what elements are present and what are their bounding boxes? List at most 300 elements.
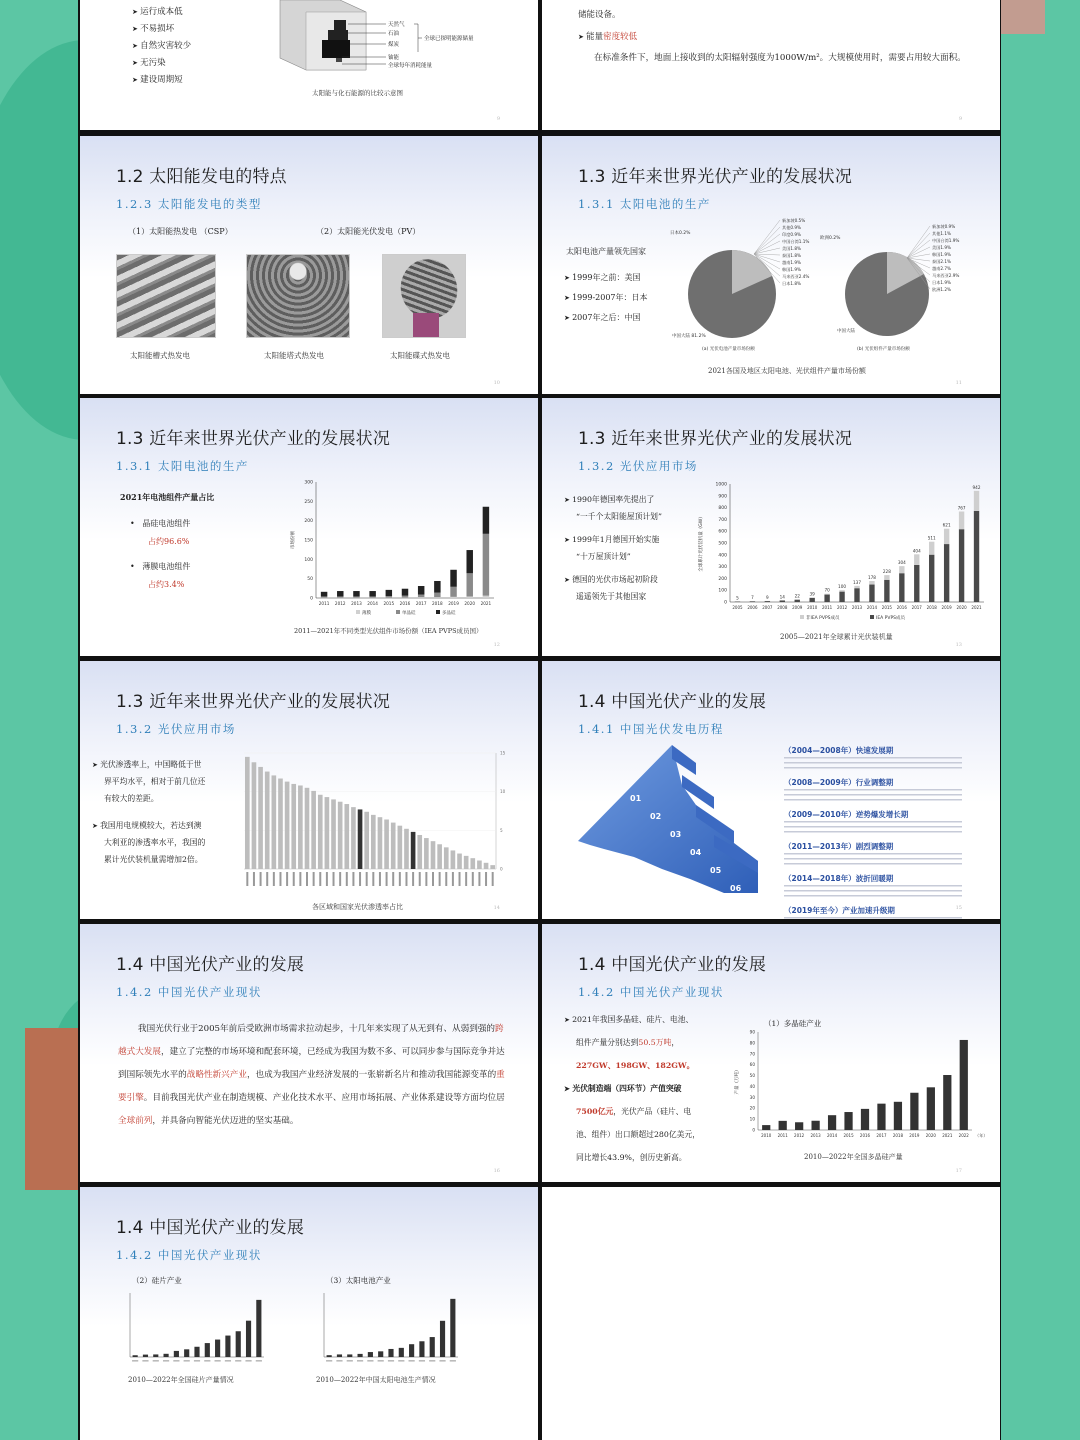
photo-dish — [382, 254, 466, 338]
x-tick-label-mark — [286, 872, 288, 886]
bar-penetration — [417, 835, 422, 869]
b2-line4: 同比增长43.9%，创历史新高。 — [576, 1153, 687, 1162]
bar-多晶硅-2018 — [434, 581, 440, 593]
x-tick-label-mark — [439, 872, 441, 886]
penetration-chart — [236, 745, 532, 895]
x-tick-mark — [194, 1360, 200, 1362]
p2-red: 战略性新兴产业 — [186, 1070, 247, 1080]
total-label: 137 — [853, 579, 861, 585]
leader-3 — [564, 312, 640, 323]
page-number: 14 — [493, 905, 500, 911]
step-06: 06 — [730, 884, 742, 893]
x-tick-label-mark — [352, 872, 354, 886]
bar-non-iea-2012 — [839, 590, 844, 591]
y-tick-label: 1000 — [715, 482, 727, 488]
bar-薄膜-2017 — [418, 597, 424, 598]
bar-penetration — [298, 785, 303, 869]
phase-name: 波折回暖期 — [855, 874, 894, 883]
bar-value — [943, 1075, 951, 1130]
x-tick-label: 2006 — [747, 605, 758, 610]
total-label: 228 — [882, 569, 891, 575]
bar-单晶硅-2012 — [337, 596, 343, 597]
caption-trough: 太阳能槽式热发电 — [130, 351, 190, 360]
b2-line3: 池、组件）出口额超过280亿美元， — [576, 1130, 701, 1139]
slide-subtitle: 1.4.2 中国光伏产业现状 — [116, 985, 262, 999]
x-tick-label: 2019 — [448, 601, 459, 606]
x-tick-label: 2013 — [810, 1133, 821, 1138]
bar-value — [927, 1087, 935, 1130]
x-tick-label: 2005 — [732, 605, 743, 610]
total-label: 70 — [824, 587, 830, 593]
y-tick-label: 700 — [718, 517, 727, 523]
page-number: 15 — [955, 905, 962, 911]
bar-penetration — [331, 799, 336, 869]
p1: 我国光伏行业于2005年前后受欧洲市场需求拉动起步，十几年来实现了从无到有、从弱到强的 — [138, 1024, 496, 1034]
total-label: 14 — [779, 594, 785, 600]
y-tick-label: 50 — [307, 577, 313, 583]
bar-value — [910, 1093, 918, 1130]
slide-title: 1.3 近年来世界光伏产业的发展状况 — [578, 429, 853, 449]
x-tick-label-mark — [452, 872, 454, 886]
step-03: 03 — [670, 830, 682, 839]
y-tick-label: 900 — [718, 494, 727, 500]
label-gas: 天然气 — [388, 22, 405, 28]
x-tick-label: 2022 — [958, 1133, 969, 1138]
bar-penetration — [311, 791, 316, 869]
bar-iea-2009 — [795, 600, 800, 602]
x-tick-mark — [347, 1360, 353, 1362]
bar-penetration — [371, 815, 376, 869]
bar-value — [844, 1112, 852, 1130]
pie-right-label: 日本1.9% — [932, 280, 952, 285]
bar-iea-2007 — [765, 601, 770, 602]
x-tick-label-mark — [465, 872, 467, 886]
pie-left-label: 其他0.9% — [782, 225, 802, 230]
x-tick-label-mark — [273, 872, 275, 886]
bar-value — [246, 1321, 251, 1357]
slide-subtitle: 1.3.1 太阳电池的生产 — [578, 197, 711, 211]
bar-value — [894, 1102, 902, 1130]
bar-penetration — [431, 841, 436, 869]
pie-charts — [662, 214, 992, 359]
total-label: 404 — [912, 548, 921, 554]
x-tick-label: 2020 — [956, 605, 967, 610]
bar-多晶硅-2015 — [386, 590, 392, 596]
leader-2 — [564, 292, 648, 303]
p3: ，也成为我国产业经济发展的一张崭新名片和推动我国能源变革的 — [246, 1070, 497, 1080]
module-chart-caption: 2011—2021年不同类型光伏组件市场份额（IEA PVPS成员国） — [294, 627, 483, 635]
x-tick-label: 2017 — [911, 605, 922, 610]
bullet-4: ➤ 无污染 — [132, 56, 166, 68]
x-tick-mark — [215, 1360, 221, 1362]
bar-多晶硅-2012 — [337, 591, 343, 596]
slide-subtitle: 1.3.2 光伏应用市场 — [578, 459, 698, 473]
x-tick-label-mark — [445, 872, 447, 886]
bar-value — [143, 1355, 148, 1357]
pie-right-leader — [907, 247, 930, 258]
bar-penetration — [358, 809, 363, 869]
pie-right-label: 欧洲1.2% — [932, 287, 952, 292]
leader-1-country: 美国 — [624, 273, 641, 282]
item-thinfilm-pct: 占约3.4% — [148, 580, 185, 589]
bar-value — [215, 1340, 220, 1357]
polysilicon-chart — [730, 1028, 992, 1146]
y-tick-label: 150 — [304, 538, 313, 544]
pie-left-label: 印度0.9% — [782, 232, 802, 237]
slide-subtitle: 1.4.2 中国光伏产业现状 — [578, 985, 724, 999]
wafer-caption: 2010—2022年全国硅片产量情况 — [128, 1376, 234, 1384]
bar-多晶硅-2021 — [483, 507, 489, 534]
photo-tower — [246, 254, 350, 338]
y-tick-label: 200 — [304, 519, 313, 525]
legend-label: IEA PVPS成员 — [876, 616, 906, 621]
background-block-top-right — [1000, 0, 1045, 34]
slide-title: 1.4 中国光伏产业的发展 — [116, 1218, 305, 1238]
x-tick-mark — [132, 1360, 138, 1362]
y-tick-label: 800 — [718, 506, 727, 512]
bullet-2-line1: ➤ 1999年1月德国开始实施 — [564, 534, 659, 545]
slide-subtitle: 1.2.3 太阳能发电的类型 — [116, 197, 262, 211]
bar-value — [256, 1300, 261, 1357]
bar-iea-2011 — [824, 595, 829, 602]
y-tick-label: 15 — [500, 750, 506, 756]
x-tick-label: 2007 — [762, 605, 773, 610]
status-paragraph — [118, 1018, 510, 1133]
page-number: 9 — [958, 116, 962, 122]
x-tick-label: 2019 — [941, 605, 952, 610]
pie-right-label: 美国1.9% — [932, 245, 952, 250]
step-05: 05 — [710, 866, 722, 875]
x-tick-label: 2012 — [334, 601, 346, 606]
bar-单晶硅-2016 — [402, 596, 408, 598]
x-tick-label-mark — [266, 872, 268, 886]
p3-red: 重要引擎 — [118, 1070, 505, 1103]
slide-title: 1.3 近年来世界光伏产业的发展状况 — [116, 429, 391, 449]
x-tick-label: 2021 — [971, 605, 982, 610]
bar-value — [440, 1321, 445, 1357]
x-tick-label-mark — [253, 872, 255, 886]
x-tick-label: 2016 — [859, 1133, 871, 1138]
x-tick-label: 2012 — [836, 605, 848, 610]
x-tick-label: 2016 — [896, 605, 907, 610]
x-tick-label-mark — [372, 872, 374, 886]
page-number: 17 — [955, 1168, 962, 1174]
x-tick-label-mark — [260, 872, 262, 886]
slide-title: 1.4 中国光伏产业的发展 — [116, 955, 305, 975]
slide-blank — [542, 1187, 1000, 1440]
x-tick-mark — [419, 1360, 425, 1362]
x-tick-mark — [409, 1360, 415, 1362]
x-tick-label: 2015 — [383, 601, 395, 606]
x-tick-label-mark — [472, 872, 474, 886]
pie-left-china-label: 中国大陆 81.2% — [672, 334, 706, 339]
phase-item — [784, 745, 984, 756]
bar-value — [409, 1344, 414, 1357]
x-tick-label-mark — [346, 872, 348, 886]
x-tick-mark — [336, 1360, 342, 1362]
bar-iea-2020 — [959, 529, 964, 602]
x-tick-label: 2011 — [822, 605, 833, 610]
item-thinfilm-label: 薄膜电池组件 — [142, 562, 191, 571]
pie-left-label: 新加坡0.5% — [782, 218, 806, 223]
pie-right-caption: (b) 光伏组件产量市场份额 — [857, 347, 910, 352]
x-tick-mark — [388, 1360, 394, 1362]
bar-penetration — [477, 860, 482, 869]
pie-right-label: 越南2.7% — [932, 266, 952, 271]
slide-solar-vs-fossil[interactable] — [80, 0, 538, 130]
bar-value — [378, 1351, 383, 1357]
legend-label: 单晶硅 — [402, 611, 416, 616]
slide-cell-production-leaders[interactable] — [542, 136, 1000, 394]
bar-value — [337, 1354, 342, 1357]
bar-non-iea-2016 — [899, 566, 904, 573]
bar-单晶硅-2011 — [321, 596, 327, 597]
bar-多晶硅-2013 — [353, 591, 359, 596]
y-tick-label: 500 — [718, 541, 727, 547]
photo-trough — [116, 254, 216, 338]
bar-penetration — [245, 757, 250, 869]
slide-module-market-share[interactable] — [80, 398, 538, 656]
x-tick-label-mark — [306, 872, 308, 886]
y-tick-label: 0 — [500, 866, 503, 872]
pie-right-other-label: 欧洲0.2% — [820, 236, 841, 241]
x-tick-label: 2012 — [794, 1133, 805, 1138]
bar-iea-2017 — [914, 565, 919, 602]
caption-tower: 太阳能塔式热发电 — [264, 351, 324, 360]
phase-name: 产业加速升级期 — [842, 906, 895, 915]
pie-caption: 2021各国及地区太阳电池、光伏组件产量市场份额 — [708, 367, 866, 375]
bullet-2-line2: 大利亚的渗透率水平，我国的 — [104, 838, 206, 847]
phase-item — [784, 873, 984, 884]
x-tick-label-mark — [386, 872, 388, 886]
bar-单晶硅-2017 — [418, 595, 424, 598]
penetration-caption: 各区域和国家光伏渗透率占比 — [312, 903, 403, 911]
bar-penetration — [291, 784, 296, 869]
y-tick-label: 0 — [724, 600, 727, 606]
legend-swatch — [436, 610, 440, 614]
x-tick-mark — [450, 1360, 456, 1362]
x-tick-label-mark — [379, 872, 381, 886]
leader-1-period: 1999年之前： — [572, 273, 625, 282]
bar-penetration — [351, 807, 356, 869]
pie-left-other-label: 日本0.2% — [670, 231, 691, 236]
slide-title: 1.2 太阳能发电的特点 — [116, 167, 287, 187]
slide-polysilicon[interactable] — [542, 924, 1000, 1182]
module-heading: 2021年电池组件产量占比 — [120, 492, 215, 502]
slide-title: 1.3 近年来世界光伏产业的发展状况 — [578, 167, 853, 187]
bar-penetration — [384, 820, 389, 869]
total-label: 9 — [766, 594, 769, 600]
p1-red: 跨越式大发展 — [118, 1024, 504, 1057]
phase-item — [784, 905, 984, 916]
bar-penetration — [325, 797, 330, 869]
x-tick-mark — [142, 1360, 148, 1362]
bar-value — [450, 1299, 455, 1357]
x-tick-label-mark — [313, 872, 315, 886]
bar-penetration — [344, 804, 349, 869]
item-crystalline-pct: 占约96.6% — [148, 537, 190, 546]
bar-value — [388, 1349, 393, 1357]
b1-line2: 组件产量分别达到50.5万吨， — [576, 1038, 680, 1047]
x-tick-label: 2011 — [318, 601, 330, 606]
wafer-chart — [120, 1289, 270, 1365]
item-crystalline: • 晶硅电池组件 — [130, 519, 191, 528]
bar-value — [174, 1351, 179, 1357]
background-block-orange — [25, 1028, 80, 1190]
slide-penetration-rate[interactable] — [80, 661, 538, 919]
total-label: 7 — [751, 595, 754, 601]
x-tick-label: 2009 — [792, 605, 803, 610]
x-tick-label: 2011 — [777, 1133, 788, 1138]
page-number: 10 — [493, 380, 500, 386]
pie-right-leader — [907, 226, 930, 258]
x-tick-mark — [439, 1360, 445, 1362]
y-tick-label: 400 — [718, 553, 727, 559]
pyramid-shape — [578, 745, 758, 893]
legend-label: 薄膜 — [362, 611, 371, 616]
leader-1 — [564, 272, 640, 283]
bar-penetration — [305, 788, 310, 869]
bullet-3: ➤ 自然灾害较少 — [132, 39, 191, 51]
pie-left-label: 中国台湾1.1% — [782, 239, 810, 244]
bullet-2-line1: ➤ 我国用电规模较大，若达到澳 — [92, 820, 201, 831]
x-tick-label: 2014 — [367, 601, 378, 606]
bar-penetration — [411, 832, 416, 869]
x-tick-label: 2013 — [851, 605, 863, 610]
cumulative-capacity-chart — [692, 478, 992, 628]
total-label: 767 — [957, 505, 966, 511]
x-tick-label: 2021 — [480, 601, 492, 606]
total-label: 511 — [927, 535, 936, 541]
bar-penetration — [398, 826, 403, 869]
leaders-lead: 太阳电池产量领先国家 — [566, 247, 646, 256]
bar-non-iea-2018 — [929, 542, 934, 555]
bar-value — [419, 1341, 424, 1357]
p2: ，建立了完整的市场环境和配套环境，已经成为我国为数不多、可以同步参与国际竞争并达到国际领先水平的 — [118, 1047, 505, 1080]
bar-penetration — [451, 850, 456, 869]
bar-多晶硅-2019 — [450, 570, 456, 587]
y-tick-label: 0 — [310, 596, 313, 602]
bar-value — [184, 1349, 189, 1357]
wafer-chart-title: （2）硅片产业 — [132, 1276, 182, 1285]
phase-item — [784, 809, 984, 820]
bar-iea-2018 — [929, 555, 934, 602]
x-tick-mark — [173, 1360, 179, 1362]
slide-wafer-and-cell[interactable] — [80, 1187, 538, 1440]
bar-non-iea-2014 — [869, 581, 874, 585]
bullet-red: 密度较低 — [603, 32, 638, 42]
pie-left-caption: (a) 光伏电池产量市场份额 — [702, 347, 755, 352]
x-tick-mark — [163, 1360, 169, 1362]
bullet-2: ➤ 不易损坏 — [132, 22, 174, 34]
bar-单晶硅-2015 — [386, 596, 392, 598]
leader-2-period: 1999-2007年： — [572, 293, 632, 302]
bar-iea-2010 — [809, 598, 814, 602]
total-label: 942 — [972, 484, 981, 490]
slide-solar-types[interactable] — [80, 136, 538, 394]
phase-period: （2019年至今） — [784, 906, 843, 915]
phase-item — [784, 777, 984, 788]
x-tick-label: 2016 — [399, 601, 411, 606]
bar-iea-2012 — [839, 592, 844, 602]
y-tick-label: 600 — [718, 529, 727, 535]
slide-subtitle: 1.4.2 中国光伏产业现状 — [116, 1248, 262, 1262]
page-number: 13 — [955, 642, 962, 648]
bar-penetration — [378, 817, 383, 869]
slide-china-pv-history[interactable] — [542, 661, 1000, 919]
bar-value — [812, 1121, 820, 1130]
bullet-2-line2: “十万屋顶计划” — [576, 552, 631, 561]
slide-china-pv-status[interactable] — [80, 924, 538, 1182]
bullet-1: ➤ 运行成本低 — [132, 5, 183, 17]
bar-单晶硅-2014 — [369, 596, 375, 597]
bar-薄膜-2021 — [483, 596, 489, 598]
type-csp: （1）太阳能热发电 （CSP） — [128, 227, 233, 236]
bullet-1-line1: ➤ 光伏渗透率上，中国略低于世 — [92, 759, 201, 770]
bar-value — [164, 1354, 169, 1357]
bar-薄膜-2019 — [450, 597, 456, 598]
x-tick-label: 2018 — [892, 1133, 904, 1138]
y-tick-label: 90 — [749, 1029, 755, 1035]
b1-line1: ➤ 2021年我国多晶硅、硅片、电池、 — [564, 1014, 693, 1025]
x-tick-mark — [235, 1360, 241, 1362]
x-tick-mark — [245, 1360, 251, 1362]
phase-description — [784, 789, 962, 803]
pie-left-leader — [754, 227, 780, 254]
bullet-1-line2: 界平均水平，相对于前几位还 — [104, 777, 206, 786]
x-tick-label: 2020 — [925, 1133, 936, 1138]
bar-多晶硅-2017 — [418, 586, 424, 595]
pie-right-label: 新加坡0.9% — [932, 224, 956, 229]
slide-grid — [78, 0, 1001, 1440]
cell-chart-title: （3）太阳电池产业 — [326, 1276, 391, 1285]
b2-rest-0: ，光伏产品（硅片、电 — [613, 1107, 692, 1116]
phase-period: （2011—2013年） — [784, 842, 856, 851]
y-tick-label: 70 — [749, 1051, 755, 1057]
bar-penetration — [490, 865, 495, 869]
phase-description — [784, 853, 962, 867]
y-tick-label: 200 — [718, 576, 727, 582]
x-tick-mark — [367, 1360, 373, 1362]
bar-iea-2008 — [780, 600, 785, 602]
phase-name: 快速发展期 — [855, 746, 894, 755]
bar-多晶硅-2011 — [321, 592, 327, 597]
bar-penetration — [265, 772, 270, 869]
stair-pyramid-graphic — [574, 745, 764, 915]
b2-line2 — [576, 1106, 691, 1117]
bar-单晶硅-2018 — [434, 593, 440, 598]
step-01: 01 — [630, 794, 642, 803]
x-tick-label: 2018 — [432, 601, 443, 606]
y-tick-label: 80 — [749, 1040, 755, 1046]
slide-low-density[interactable] — [542, 0, 1000, 130]
slide-pv-application-market[interactable] — [542, 398, 1000, 656]
x-tick-label-mark — [492, 872, 494, 886]
b2-red: 7500亿元 — [576, 1107, 614, 1116]
label-reserves: 全球已探明能源储量 — [424, 36, 474, 42]
bullet-1-line1: ➤ 1990年德国率先提出了 — [564, 494, 654, 505]
y-tick-label: 60 — [749, 1062, 755, 1068]
item-thinfilm: • 薄膜电池组件 — [130, 562, 191, 571]
bar-penetration — [437, 844, 442, 869]
bar-non-iea-2020 — [959, 511, 964, 529]
legend-swatch — [396, 610, 400, 614]
y-tick-label: 100 — [718, 588, 727, 594]
x-tick-label-mark — [412, 872, 414, 886]
x-tick-label: 2014 — [866, 605, 878, 610]
x-tick-label: 2017 — [876, 1133, 887, 1138]
pie-left-leader — [754, 254, 780, 255]
